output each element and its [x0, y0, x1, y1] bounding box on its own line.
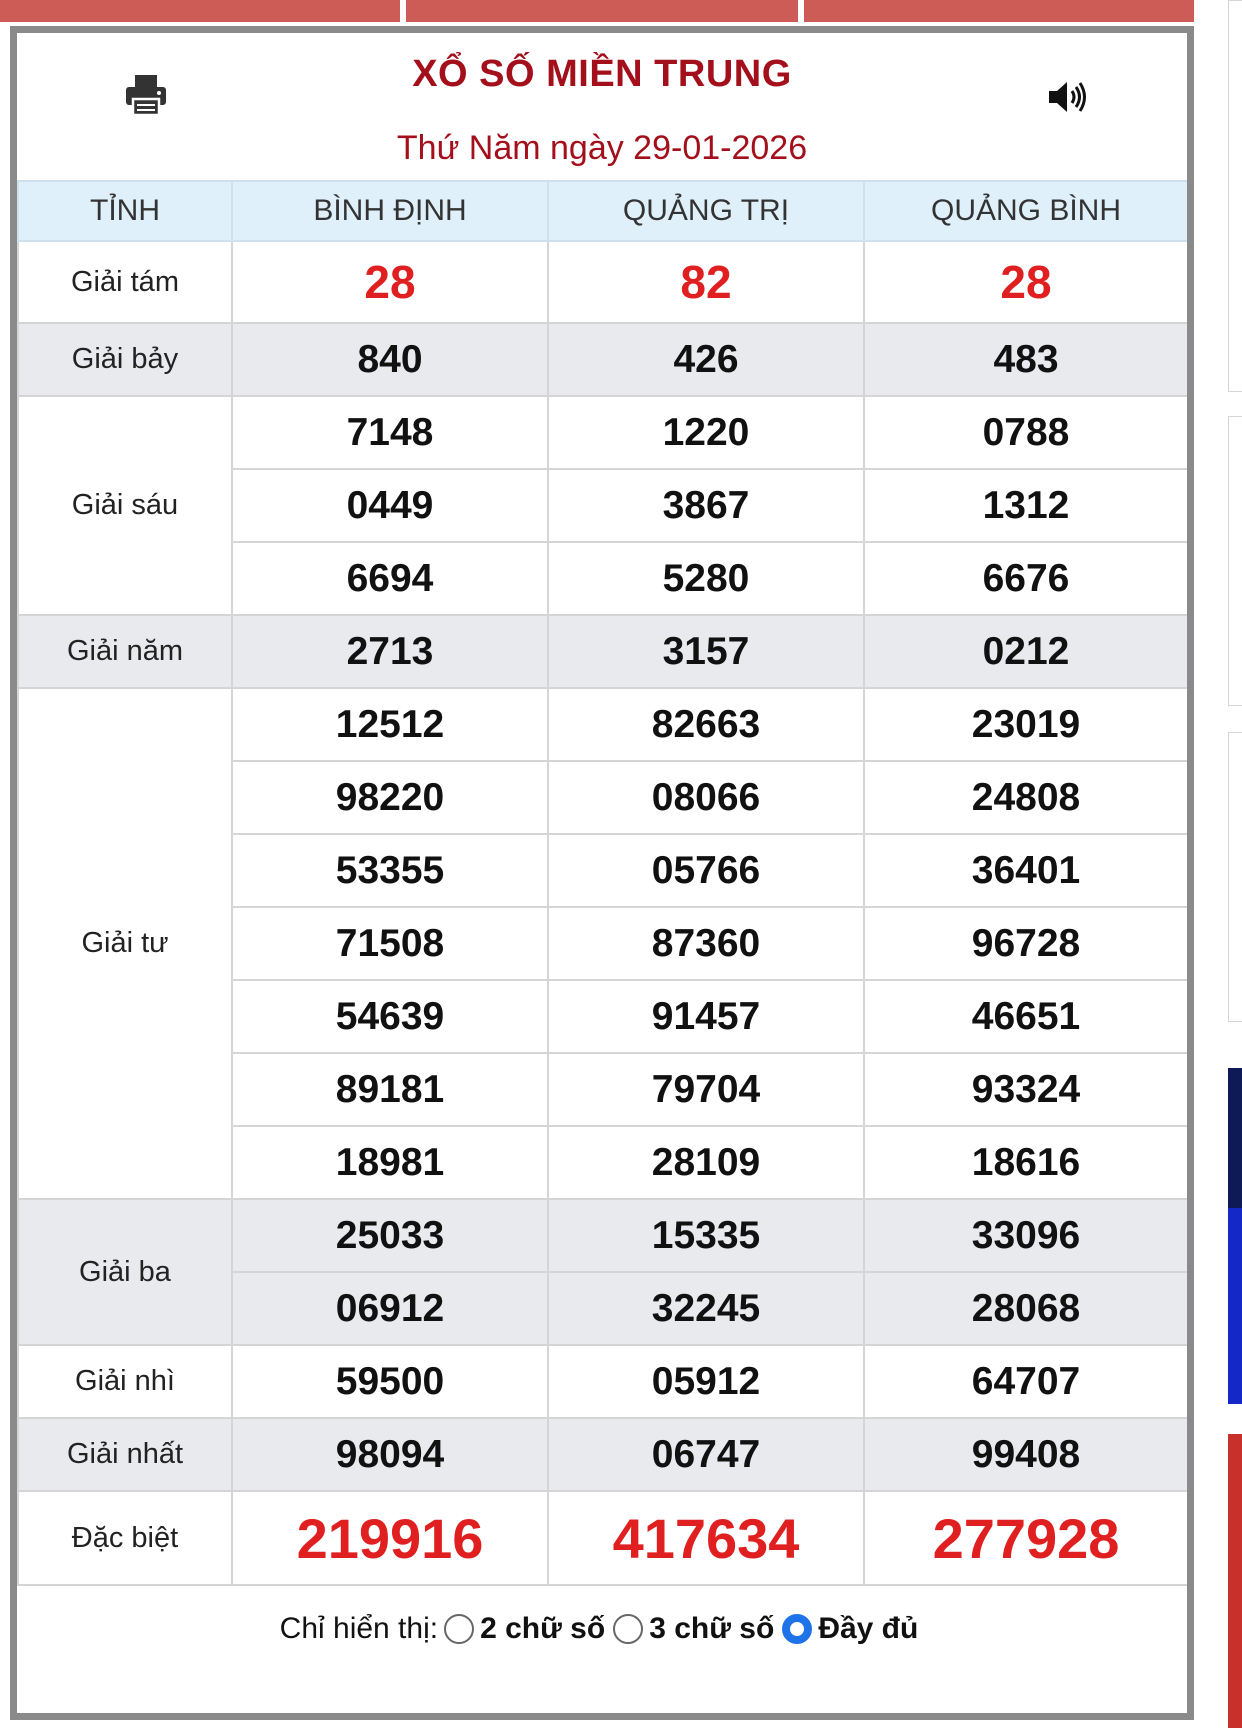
prize-number: 483 — [864, 323, 1188, 396]
sidebar-box — [1228, 732, 1242, 1022]
draw-date: Thứ Năm ngày 29-01-2026 — [396, 129, 808, 167]
column-header-province: TỈNH — [18, 181, 232, 241]
sidebar-box — [1228, 0, 1242, 392]
prize-number: 3867 — [548, 469, 864, 542]
prize-number: 96728 — [864, 907, 1188, 980]
sidebar-banner[interactable] — [1228, 1208, 1242, 1404]
prize-number: 98220 — [232, 761, 548, 834]
prize-number: 82663 — [548, 688, 864, 761]
prize-number: 93324 — [864, 1053, 1188, 1126]
prize-number: 87360 — [548, 907, 864, 980]
prize-label: Giải bảy — [18, 323, 232, 396]
prize-number: 5280 — [548, 542, 864, 615]
prize-number: 18616 — [864, 1126, 1188, 1199]
prize-number: 99408 — [864, 1418, 1188, 1491]
prize-number: 426 — [548, 323, 864, 396]
prize-number: 6676 — [864, 542, 1188, 615]
prize-number: 98094 — [232, 1418, 548, 1491]
prize-label: Giải nhất — [18, 1418, 232, 1491]
prize-label: Giải sáu — [18, 396, 232, 615]
sidebar-box — [1228, 416, 1242, 706]
prize-number: 89181 — [232, 1053, 548, 1126]
prize-number: 28 — [232, 241, 548, 323]
prize-row-5 — [18, 615, 1188, 688]
prize-number: 82 — [548, 241, 864, 323]
special-prize-number: 219916 — [232, 1491, 548, 1585]
column-header-quang-tri: QUẢNG TRỊ — [548, 181, 864, 241]
prize-number: 54639 — [232, 980, 548, 1053]
prize-number: 28 — [864, 241, 1188, 323]
results-header — [17, 33, 1187, 180]
prize-row-8 — [18, 241, 1188, 323]
nav-tab-3[interactable] — [804, 0, 1194, 22]
option-2-digits-label[interactable]: 2 chữ số — [480, 1612, 606, 1645]
prize-row-7 — [18, 323, 1188, 396]
prize-number: 25033 — [232, 1199, 548, 1272]
prize-number: 3157 — [548, 615, 864, 688]
sidebar-banner[interactable] — [1228, 1434, 1242, 1728]
prize-label: Giải ba — [18, 1199, 232, 1345]
prize-number: 0212 — [864, 615, 1188, 688]
prize-row-2 — [18, 1345, 1188, 1418]
column-header-binh-dinh: BÌNH ĐỊNH — [232, 181, 548, 241]
prize-row-4 — [18, 688, 1188, 761]
radio-2-digits[interactable] — [444, 1614, 474, 1644]
special-prize-number: 277928 — [864, 1491, 1188, 1585]
prize-number: 12512 — [232, 688, 548, 761]
prize-row-3 — [18, 1199, 1188, 1272]
radio-full[interactable] — [782, 1614, 812, 1644]
prize-row-1 — [18, 1418, 1188, 1491]
prize-number: 71508 — [232, 907, 548, 980]
prize-number: 79704 — [548, 1053, 864, 1126]
results-table — [17, 180, 1189, 1586]
prize-number: 33096 — [864, 1199, 1188, 1272]
prize-number: 1220 — [548, 396, 864, 469]
prize-number: 53355 — [232, 834, 548, 907]
prize-number: 28109 — [548, 1126, 864, 1199]
top-nav-bar — [0, 0, 1194, 24]
prize-number: 0788 — [864, 396, 1188, 469]
prize-number: 46651 — [864, 980, 1188, 1053]
nav-tab-1[interactable] — [0, 0, 400, 22]
prize-number: 28068 — [864, 1272, 1188, 1345]
prize-label: Đặc biệt — [18, 1491, 232, 1585]
table-header-row — [18, 181, 1188, 241]
prize-row-6 — [18, 396, 1188, 469]
prize-number: 6694 — [232, 542, 548, 615]
special-prize-number: 417634 — [548, 1491, 864, 1585]
nav-tab-2[interactable] — [406, 0, 798, 22]
column-header-quang-binh: QUẢNG BÌNH — [864, 181, 1188, 241]
page-title: XỔ SỐ MIỀN TRUNG — [412, 53, 792, 95]
prize-number: 36401 — [864, 834, 1188, 907]
prize-number: 18981 — [232, 1126, 548, 1199]
prize-number: 08066 — [548, 761, 864, 834]
speaker-icon[interactable] — [1047, 79, 1089, 115]
option-full-label[interactable]: Đầy đủ — [818, 1612, 919, 1645]
prize-label: Giải nhì — [18, 1345, 232, 1418]
option-3-digits-label[interactable]: 3 chữ số — [649, 1612, 775, 1645]
display-filter-label: Chỉ hiển thị: — [279, 1612, 439, 1645]
prize-number: 06912 — [232, 1272, 548, 1345]
prize-number: 1312 — [864, 469, 1188, 542]
results-panel — [10, 26, 1194, 1720]
prize-number: 05912 — [548, 1345, 864, 1418]
prize-number: 7148 — [232, 396, 548, 469]
right-sidebar — [1228, 0, 1242, 1728]
prize-number: 23019 — [864, 688, 1188, 761]
radio-3-digits[interactable] — [613, 1614, 643, 1644]
prize-label: Giải tám — [18, 241, 232, 323]
prize-number: 64707 — [864, 1345, 1188, 1418]
prize-number: 91457 — [548, 980, 864, 1053]
prize-number: 15335 — [548, 1199, 864, 1272]
prize-number: 24808 — [864, 761, 1188, 834]
prize-number: 2713 — [232, 615, 548, 688]
prize-number: 06747 — [548, 1418, 864, 1491]
display-filter — [17, 1586, 1187, 1672]
prize-number: 05766 — [548, 834, 864, 907]
prize-number: 32245 — [548, 1272, 864, 1345]
prize-number: 0449 — [232, 469, 548, 542]
prize-number: 840 — [232, 323, 548, 396]
prize-number: 59500 — [232, 1345, 548, 1418]
sidebar-banner[interactable] — [1228, 1068, 1242, 1208]
prize-label: Giải năm — [18, 615, 232, 688]
prize-row-special — [18, 1491, 1188, 1585]
prize-label: Giải tư — [18, 688, 232, 1199]
